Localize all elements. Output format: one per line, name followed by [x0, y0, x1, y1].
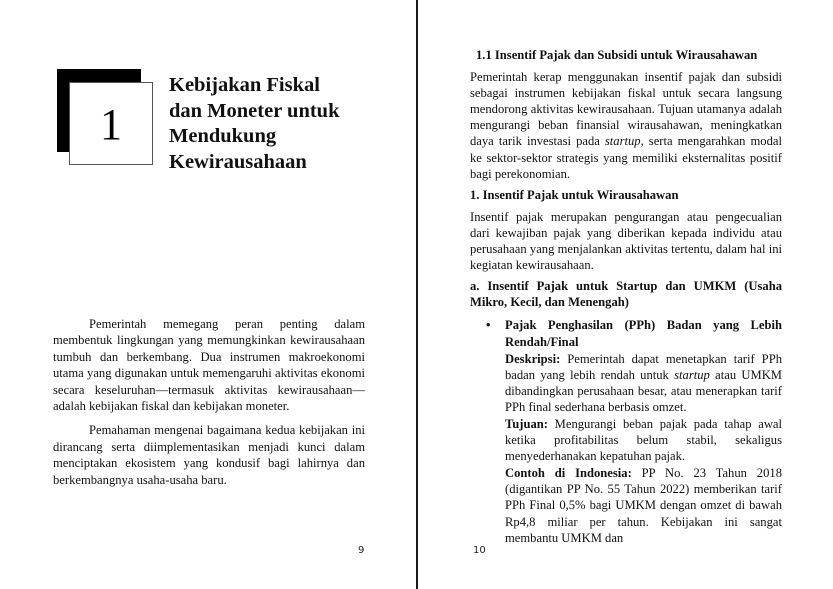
- text-run: PP No. 23 Tahun 2018 (digantikan PP No. 55 Tahun 2022) memberikan tarif PPh Final 0,5% bagi UMKM dengan omzet di bawah Rp4,8 miliar per tahun. Kebijakan ini sangat membantu UMKM dan: [505, 466, 782, 545]
- label: Contoh di Indonesia:: [505, 466, 632, 481]
- italic-term: startup: [604, 134, 641, 149]
- label: Tujuan:: [505, 416, 548, 431]
- chapter-title-line: Kebijakan Fiskal: [169, 74, 320, 96]
- text-run: Mengurangi beban pajak pada tahap awal ketika profitabilitas belum stabil, sekaligus menyederhanakan kepatuhan pajak.: [505, 416, 782, 464]
- bullet-icon: •: [486, 318, 491, 333]
- text-run: atau UMKM dibandingkan perusahaan besar, atau menerapkan tarif PPh final sederhana berbasis omzet.: [505, 367, 782, 414]
- intro-paragraph: Pemahaman mengenai bagaimana kedua kebijakan ini dirancang serta diimplementasikan menjadi kunci dalam menciptakan ekosistem yang kondusif bagi lahirnya dan berkembangnya usaha-usaha baru.: [53, 423, 365, 487]
- chapter-number-box: [69, 82, 153, 165]
- bullet-goal: [505, 416, 782, 464]
- section-heading: 1.1 Insentif Pajak dan Subsidi untuk Wirausahawan: [476, 48, 758, 62]
- label: Deskripsi:: [505, 351, 561, 366]
- bullet-description: [505, 351, 782, 415]
- subheading: 1. Insentif Pajak untuk Wirausahawan: [470, 187, 679, 202]
- chapter-intro: [53, 316, 365, 496]
- page-number-right: 10: [473, 545, 486, 556]
- intro-paragraph: Pemerintah memegang peran penting dalam membentuk lingkungan yang memungkinkan kewirausahaan tumbuh dan berkembang. Dua instrumen makroekonomi utama yang digunakan untuk memengaruhi aktivitas ekonomi secara keseluruhan—termasuk aktivitas kewirausahaan—adalah kebijakan fiskal dan kebijakan moneter.: [53, 317, 365, 414]
- chapter-title-line: dan Moneter untuk: [169, 99, 340, 122]
- subsubheading: a. Insentif Pajak untuk Startup dan UMKM (Usaha Mikro, Kecil, dan Menengah): [470, 279, 782, 310]
- bullet-item: [470, 317, 782, 545]
- bullet-title: Pajak Penghasilan (PPh) Badan yang Lebih Rendah/Final: [505, 318, 782, 349]
- text-run: Pemerintah dapat menetapkan tarif PPh badan yang lebih rendah untuk: [505, 351, 782, 382]
- section-intro-paragraph: [470, 69, 782, 182]
- chapter-number: 1: [100, 99, 122, 149]
- chapter-title: [169, 73, 369, 175]
- sub-paragraph: Insentif pajak merupakan pengurangan atau pengecualian dari kewajiban pajak yang diberikan kepada individu atau perusahaan yang menjalankan aktivitas tertentu, dalam hal ini kegiatan kewirausahaan.: [470, 209, 782, 273]
- text-run: , serta mengarahkan modal ke sektor-sektor strategis yang memiliki eksternalitas positif bagi perekonomian.: [470, 134, 782, 181]
- right-page: [418, 0, 833, 589]
- right-page-content: [470, 47, 782, 547]
- bullet-example: [505, 465, 782, 545]
- text-run: Pemerintah kerap menggunakan insentif pajak dan subsidi sebagai instrumen kebijakan fiskal untuk secara langsung mendorong aktivitas kewirausahaan. Tujuan utamanya adalah mengurangi beban finansial wirausahawan, meningkatkan daya tarik investasi pada: [470, 70, 782, 149]
- italic-term: startup: [674, 367, 710, 382]
- chapter-title-line: Kewirausahaan: [169, 150, 307, 173]
- chapter-title-line: Mendukung: [169, 125, 277, 147]
- page-number-left: 9: [358, 545, 365, 556]
